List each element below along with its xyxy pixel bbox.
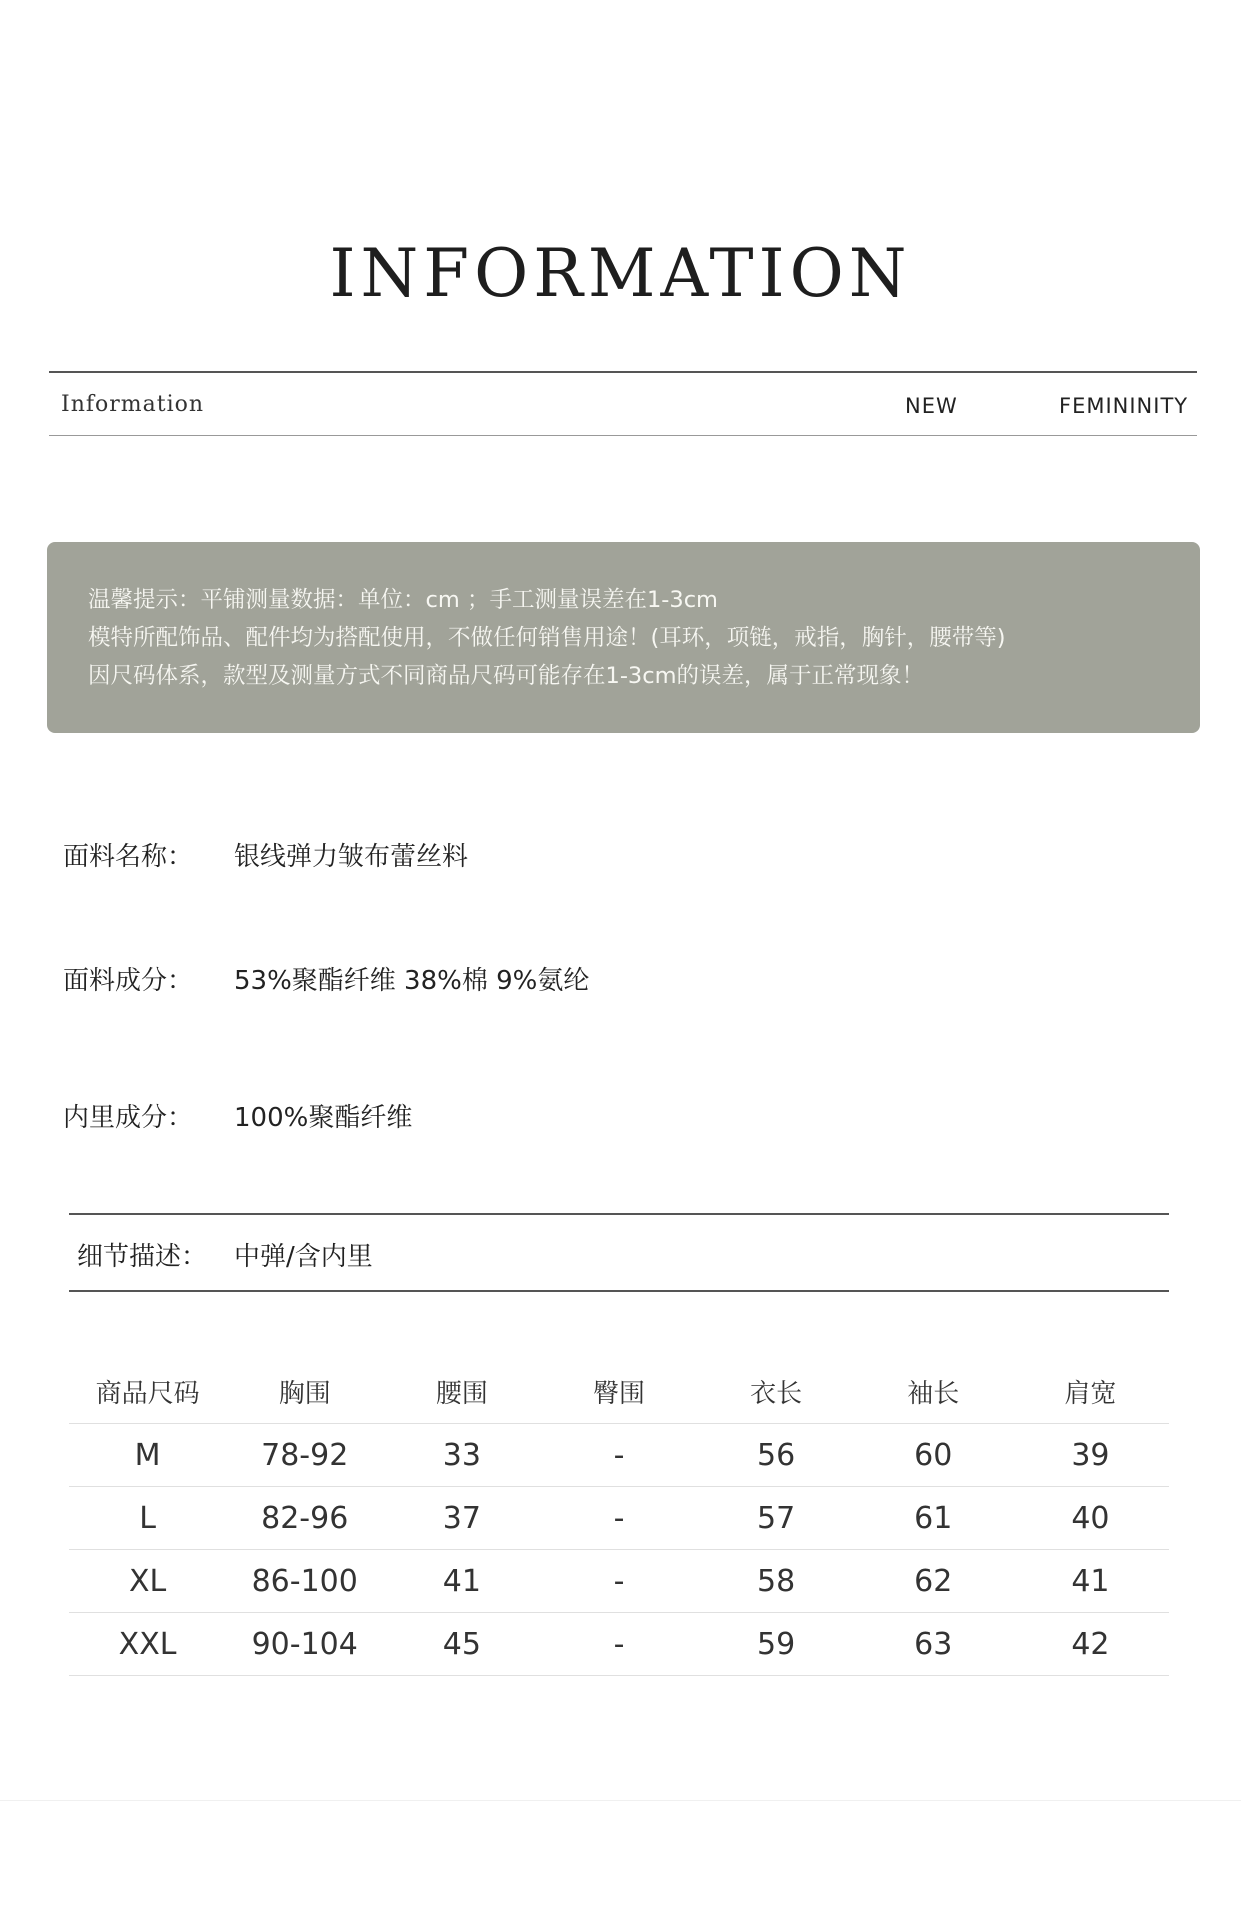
header-sleeve: 袖长	[855, 1360, 1012, 1424]
table-cell: 45	[383, 1613, 540, 1676]
table-cell: 86-100	[226, 1550, 383, 1613]
table-cell: 58	[698, 1550, 855, 1613]
size-table-header	[69, 1360, 1169, 1424]
header-hip: 臀围	[540, 1360, 697, 1424]
table-cell: 90-104	[226, 1613, 383, 1676]
notice-line: 模特所配饰品、配件均为搭配使用，不做任何销售用途！(耳环，项链，戒指，胸针，腰带等)	[88, 625, 1006, 651]
table-row	[69, 1550, 1169, 1613]
detail-row	[77, 1236, 373, 1273]
table-cell: 56	[698, 1424, 855, 1487]
header-chest: 胸围	[226, 1360, 383, 1424]
table-cell: 62	[855, 1550, 1012, 1613]
detail-top-divider	[69, 1213, 1169, 1215]
table-cell: L	[69, 1487, 226, 1550]
table-cell: 78-92	[226, 1424, 383, 1487]
fabric-name-row	[63, 836, 468, 873]
fabric-composition-row	[63, 960, 589, 997]
table-cell: 40	[1012, 1487, 1169, 1550]
table-row	[69, 1487, 1169, 1550]
fabric-name-value: 银线弹力皱布蕾丝料	[234, 842, 469, 872]
lining-row	[63, 1097, 412, 1134]
lining-value: 100%聚酯纤维	[234, 1103, 413, 1133]
header-size: 商品尺码	[69, 1360, 226, 1424]
table-cell: 63	[855, 1613, 1012, 1676]
detail-label: 细节描述：	[77, 1242, 208, 1272]
table-cell: 59	[698, 1613, 855, 1676]
table-row	[69, 1424, 1169, 1487]
header-length: 衣长	[698, 1360, 855, 1424]
table-cell: -	[540, 1613, 697, 1676]
table-cell: -	[540, 1487, 697, 1550]
table-cell: XXL	[69, 1613, 226, 1676]
notice-line: 因尺码体系，款型及测量方式不同商品尺码可能存在1-3cm的误差，属于正常现象！	[88, 663, 925, 689]
table-cell: 61	[855, 1487, 1012, 1550]
detail-bottom-divider	[69, 1290, 1169, 1292]
header-top-divider	[49, 371, 1197, 373]
header-new-label: NEW	[905, 394, 958, 418]
table-cell: 37	[383, 1487, 540, 1550]
notice-line: 温馨提示：平铺测量数据：单位：cm ；手工测量误差在1-3cm	[88, 587, 718, 613]
header-shoulder: 肩宽	[1012, 1360, 1169, 1424]
header-waist: 腰围	[383, 1360, 540, 1424]
lining-label: 内里成分：	[63, 1103, 194, 1133]
table-cell: 60	[855, 1424, 1012, 1487]
fabric-name-label: 面料名称：	[63, 842, 194, 872]
table-cell: XL	[69, 1550, 226, 1613]
table-cell: 39	[1012, 1424, 1169, 1487]
table-cell: -	[540, 1424, 697, 1487]
fabric-composition-value: 53%聚酯纤维 38%棉 9%氨纶	[234, 966, 590, 996]
page-title: INFORMATION	[329, 235, 912, 312]
table-cell: 57	[698, 1487, 855, 1550]
table-cell: 82-96	[226, 1487, 383, 1550]
table-cell: 42	[1012, 1613, 1169, 1676]
header-information-label: Information	[61, 392, 205, 417]
table-cell: M	[69, 1424, 226, 1487]
table-cell: 41	[383, 1550, 540, 1613]
fabric-composition-label: 面料成分：	[63, 966, 194, 996]
table-cell: 33	[383, 1424, 540, 1487]
header-bottom-divider	[49, 435, 1197, 436]
header-femininity-label: FEMININITY	[1059, 394, 1189, 418]
table-cell: 41	[1012, 1550, 1169, 1613]
table-row	[69, 1613, 1169, 1676]
size-table	[69, 1360, 1169, 1676]
notice-box	[47, 542, 1200, 733]
detail-value: 中弹/含内里	[234, 1242, 373, 1272]
table-cell: -	[540, 1550, 697, 1613]
footer-divider	[0, 1800, 1241, 1801]
